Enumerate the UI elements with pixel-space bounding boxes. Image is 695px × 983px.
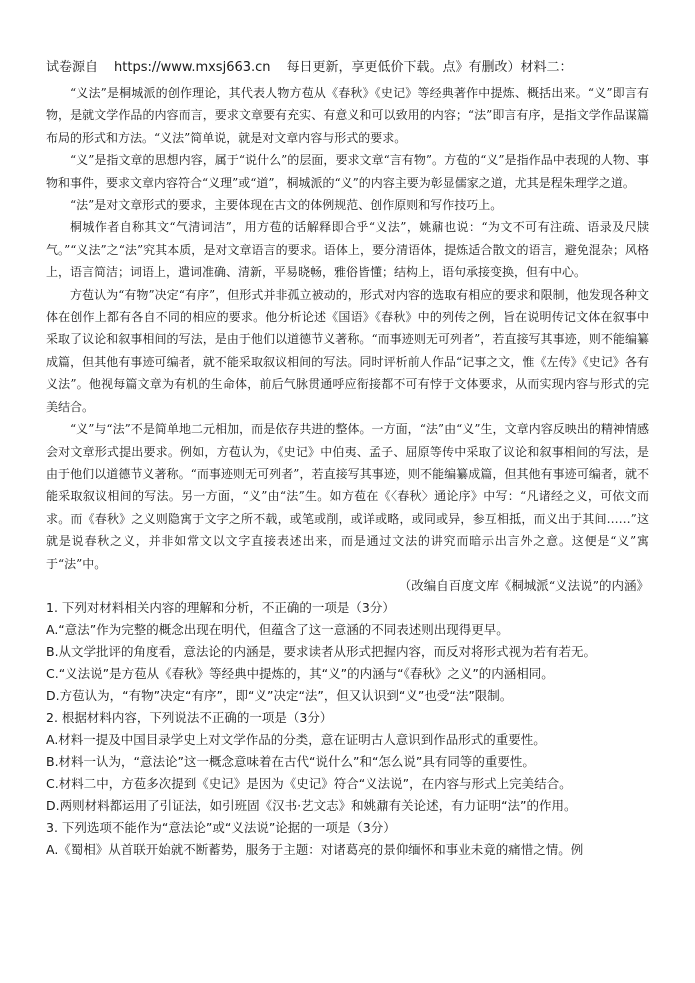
option-a[interactable]: A.《蜀相》从首联开始就不断蓄势，服务于主题：对诸葛亮的景仰缅怀和事业未竟的痛惜之情。例: [46, 841, 584, 857]
question-stem: 1. 下列对材料相关内容的理解和分析，不正确的一项是（3分）: [46, 599, 395, 615]
paragraph-5: 方苞认为“有物”决定“有序”，但形式并非孤立被动的，形式对内容的选取有相应的要求和限制，他发现各种文体在创作上都有各自不同的相应的要求。他分析论述《国语》《春秋》中的列传之例，旨在说明传记文体在叙事中采取了议论和叙事相间的写法，是由于他们以道德节义著称。“而事迹则无可列者”，若直接写其事迹，则不能编纂成篇，但其他有事迹可编者，就不能采取叙议相间的写法。同时评析前人作品“记事之文，惟《左传》《史记》各有义法”。他视每篇文章为有机的生命体，前后气脉贯通呼应衔接都不可有悖于文体要求，从而实现内容与形式的完美结合。: [46, 287, 649, 414]
option-b[interactable]: B.材料一认为，“意法论”这一概念意味着在古代“说什么”和“怎么说”具有同等的重要性。: [46, 753, 535, 769]
paragraph-6: “义”与“法”不是简单地二元相加，而是依存共进的整体。一方面，“法”由“义”生，文章内容反映出的精神情感会对文章形式提出要求。例如，方苞认为，《史记》中伯夷、孟子、屈原等传中采取了议论和叙事相间的写法，是由于他们以道德节义著称。“而事迹则无可列者”，若直接写其事迹，则不能编纂成篇，但其他有事迹可编者，就不能采取叙议相间的写法。另一方面，“义”由“法”生。如方苞在《〈春秋〉通论序》中写：“凡诸经之义，可依文而求。而《春秋》之义则隐寓于文字之所不载，或笔或削，或详或略，或同或异，参互相抵，而义出于其间……”这就是说春秋之义，并非如常文以文字直接表述出来，而是通过文法的讲究而暗示出言外之意。这便是“义”寓于“法”中。: [46, 422, 649, 571]
option-c[interactable]: C.材料二中，方苞多次提到《史记》是因为《史记》符合“义法说”，在内容与形式上完美结合。: [46, 775, 572, 791]
option-a[interactable]: A.“意法”作为完整的概念出现在明代，但蕴含了这一意涵的不同表述则出现得更早。: [46, 621, 509, 637]
option-a[interactable]: A.材料一提及中国目录学史上对文学作品的分类，意在证明古人意识到作品形式的重要性。: [46, 731, 546, 747]
question-stem: 3. 下列选项不能作为“意法论”或“义法说”论据的一项是（3分）: [46, 819, 396, 835]
option-b[interactable]: B.从文学批评的角度看，意法论的内涵是，要求读者从形式把握内容，而反对将形式视为若有若无。: [46, 643, 597, 659]
paragraph-2: “义”是指文章的思想内容，属于“说什么”的层面，要求文章“言有物”。方苞的“义”是指作品中表现的人物、事物和事件，要求文章内容符合“义理”或“道”，桐城派的“义”的内容主要为彰显儒家之道，尤其是程朱理学之道。: [46, 153, 649, 190]
question-1: [46, 597, 649, 707]
source-note: （改编自百度文库《桐城派“义法说”的内涵》: [398, 577, 649, 593]
paragraph-3: “法”是对文章形式的要求，主要体现在古文的体例规范、创作原则和写作技巧上。: [70, 198, 503, 213]
question-stem: 2. 根据材料内容，下列说法不正确的一项是（3分）: [46, 709, 333, 725]
header-brand: 试卷源自: [46, 60, 99, 75]
header-url[interactable]: https://www.mxsj663.cn: [114, 60, 271, 75]
option-d[interactable]: D.两则材料都运用了引证法，如引班固《汉书·艺文志》和姚鼐有关论述，有力证明“法”的作用。: [46, 797, 577, 813]
option-c[interactable]: C.“义法说”是方苞从《春秋》等经典中提炼的，其“义”的内涵与“《春秋》之义”的内涵相同。: [46, 665, 554, 681]
header-slogan: 每日更新，享更低价下载。点》有删改）材料二：: [286, 60, 573, 75]
paragraph-4: 桐城作者自称其文“气清词洁”，用方苞的话解释即合乎“义法”，姚鼐也说：“为文不可有注疏、语录及尺牍气。”“义法”之“法”究其本质，是对文章语言的要求。语体上，要分清语体，提炼适合散文的语言，避免混杂；风格上，语言简洁；词语上，遣词准确、清新，平易晓畅，雅俗皆懂；结构上，语句承接变换，但有中心。: [46, 220, 649, 280]
question-2: [46, 707, 649, 817]
paragraph-1: “义法”是桐城派的创作理论，其代表人物方苞从《春秋》《史记》等经典著作中提炼、概括出来。“义”即言有物，是就文学作品的内容而言，要求文章要有充实、有意义和可以致用的内容；“法”即言有序，是指文学作品谋篇布局的形式和方法。“义法”简单说，就是对文章内容与形式的要求。: [46, 86, 649, 145]
question-3: [46, 817, 649, 861]
page-header: [46, 58, 649, 78]
option-d[interactable]: D.方苞认为，“有物”决定“有序”，即“义”决定“法”，但又认识到“义”也受“法”限制。: [46, 687, 513, 703]
